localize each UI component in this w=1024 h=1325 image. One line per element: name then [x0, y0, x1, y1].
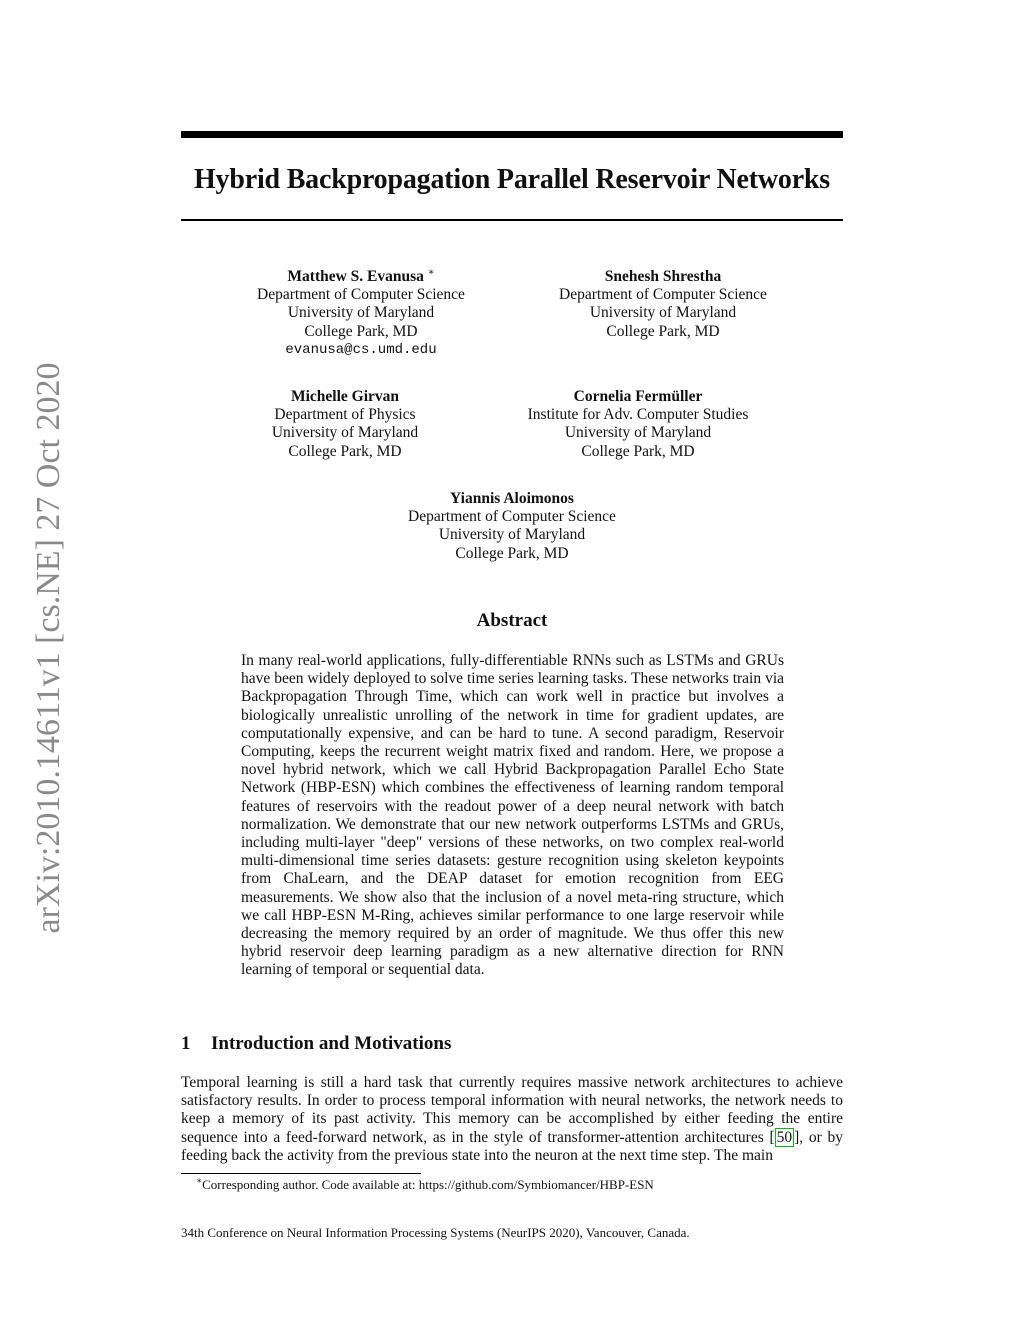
- author-location: College Park, MD: [581, 442, 695, 460]
- venue-footer: 34th Conference on Neural Information Processing Systems (NeurIPS 2020), Vancouver, Canada.: [181, 1225, 690, 1240]
- author-block: [513, 268, 813, 341]
- author-block: [195, 388, 495, 461]
- author-university: University of Maryland: [287, 304, 435, 322]
- title-rule-bottom: [181, 219, 843, 221]
- abstract-text: In many real-world applications, fully-differentiable RNNs such as LSTMs and GRUs have been widely deployed to solve time series learning tasks. These networks train via Backpropagation Through Time, which can work well in practice but involves a biologically unrealistic unrolling of the network in time for gradient updates, are computationally expensive, and can be hard to tune. A second paradigm, Reservoir Computing, keeps the recurrent weight matrix fixed and random. Here, we propose a novel hybrid network, which we call Hybrid Backpropagation Parallel Echo State Network (HBP-ESN) which combines the effectiveness of learning random temporal features of reservoirs with the readout power of a deep neural network with batch normalization. We demonstrate that our new network outperforms LSTMs and GRUs, including multi-layer "deep" versions of these networks, on two complex real-world multi-dimensional time series datasets: gesture recognition using skeleton keypoints from ChaLearn, and the DEAP dataset for emotion recognition from EEG measurements. We show also that the inclusion of a novel meta-ring structure, which we call HBP-ESN M-Ring, achieves similar performance to one large reservoir while decreasing the memory required by an order of magnitude. We thus offer this new hybrid reservoir deep learning paradigm as a new alternative direction for RNN learning of temporal or sequential data.: [241, 652, 784, 979]
- author-location: College Park, MD: [288, 442, 402, 460]
- arxiv-identifier: arXiv:2010.14611v1 [cs.NE] 27 Oct 2020: [30, 362, 67, 934]
- author-affiliation: Department of Physics: [274, 406, 416, 424]
- author-affiliation: Institute for Adv. Computer Studies: [527, 406, 749, 424]
- footnote-marker: ∗: [196, 1175, 203, 1186]
- author-university: University of Maryland: [438, 526, 586, 544]
- author-university: University of Maryland: [271, 424, 419, 442]
- abstract-heading: Abstract: [476, 610, 548, 631]
- author-name: Cornelia Fermüller: [573, 388, 703, 405]
- paper-title: Hybrid Backpropagation Parallel Reservoir Networks: [193, 164, 831, 195]
- author-location: College Park, MD: [606, 322, 720, 340]
- author-university: University of Maryland: [564, 424, 712, 442]
- author-block: [211, 268, 511, 359]
- intro-text-before-citation: Temporal learning is still a hard task that currently requires massive network architectures to achieve satisfactory results. In order to process temporal information with neural networks, the network needs to keep a memory of its past activity. This memory can be accomplished by either feeding the entire sequence into a feed-forward network, as in the style of transformer-attention architectures [: [181, 1074, 843, 1146]
- author-affiliation: Department of Computer Science: [408, 508, 616, 526]
- footnote: [196, 1177, 836, 1193]
- author-location: College Park, MD: [304, 322, 418, 340]
- footnote-text: Corresponding author. Code available at: https://github.com/Symbiomancer/HBP-ESN: [202, 1177, 654, 1192]
- author-location: College Park, MD: [455, 544, 569, 562]
- footnote-rule: [181, 1173, 421, 1174]
- author-block: [488, 388, 788, 461]
- section-body-text: [181, 1074, 843, 1165]
- author-name: Michelle Girvan: [290, 388, 400, 405]
- section-title: Introduction and Motivations: [211, 1033, 452, 1054]
- author-university: University of Maryland: [589, 304, 737, 322]
- citation-link[interactable]: 50: [776, 1128, 793, 1146]
- title-rule-top: [181, 131, 843, 138]
- author-affiliation: Department of Computer Science: [559, 286, 767, 304]
- author-block: [362, 490, 662, 563]
- author-affiliation: Department of Computer Science: [257, 286, 465, 304]
- author-name: Yiannis Aloimonos: [450, 490, 574, 507]
- author-email[interactable]: evanusa@cs.umd.edu: [285, 341, 437, 358]
- intro-text-after-citation: ], or by feeding back the activity from the previous state into the neuron at the next time step. The main: [181, 1128, 843, 1164]
- section-heading: [181, 1032, 843, 1056]
- author-name: Snehesh Shrestha: [604, 268, 722, 285]
- footnote-marker: ∗: [427, 266, 435, 278]
- section-number: 1: [181, 1033, 191, 1054]
- author-name: Matthew S. Evanusa: [287, 268, 424, 285]
